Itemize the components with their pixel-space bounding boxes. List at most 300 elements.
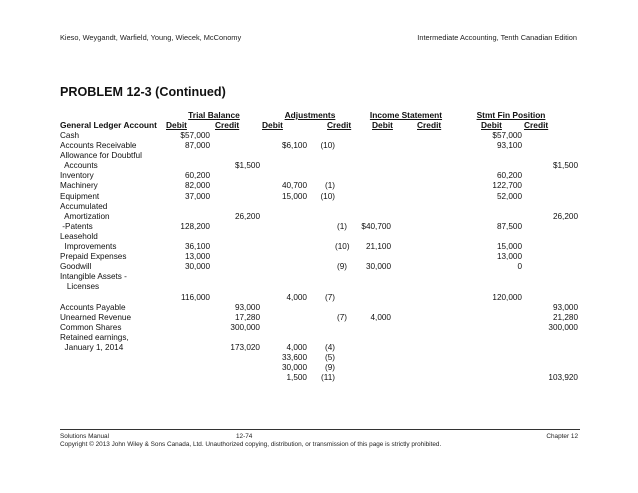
cell-adj-debit-ref: (1) — [324, 181, 335, 191]
cell-tb-credit — [210, 252, 260, 262]
cell-tb-debit — [160, 303, 210, 313]
cell-adj-credit-ref — [335, 333, 347, 343]
cell-is-debit — [391, 181, 436, 191]
cell-tb-credit: $1,500 — [234, 161, 260, 171]
cell-sfp-debit — [476, 303, 522, 313]
col-header-adj-credit: Credit — [327, 120, 352, 130]
cell-adj-debit: 1,500 — [286, 373, 307, 383]
cell-adj-debit-ref: (10) — [320, 191, 335, 201]
col-header-is-credit: Credit — [417, 120, 442, 130]
cell-adj-debit — [260, 212, 307, 222]
cell-is-debit — [391, 262, 436, 272]
cell-sfp-debit — [476, 151, 522, 161]
cell-tb-credit — [210, 131, 260, 141]
cell-sfp-debit: 87,500 — [496, 221, 522, 231]
cell-account: Leasehold — [60, 231, 98, 241]
cell-is-credit — [436, 192, 476, 202]
cell-adj-debit — [260, 131, 307, 141]
cell-sfp-debit — [476, 212, 522, 222]
cell-adj-credit-ref — [335, 202, 347, 212]
cell-adj-credit-ref — [335, 161, 347, 171]
cell-sfp-debit — [476, 232, 522, 242]
cell-adj-credit — [347, 323, 391, 333]
worksheet-table — [60, 131, 578, 383]
cell-sfp-credit — [522, 333, 578, 343]
cell-is-debit — [391, 171, 436, 181]
cell-is-credit — [436, 242, 476, 252]
cell-adj-credit — [347, 141, 391, 151]
cell-tb-credit — [210, 333, 260, 343]
cell-tb-credit — [210, 242, 260, 252]
cell-account — [60, 363, 160, 373]
cell-adj-credit — [347, 293, 391, 303]
cell-account: Accumulated — [60, 201, 108, 211]
cell-sfp-credit — [522, 293, 578, 303]
cell-adj-debit-ref — [307, 303, 335, 313]
cell-adj-debit-ref — [307, 242, 335, 252]
cell-adj-debit-ref: (10) — [320, 141, 335, 151]
table-row — [60, 222, 578, 232]
cell-tb-credit — [210, 181, 260, 191]
cell-adj-debit — [260, 333, 307, 343]
cell-adj-debit — [260, 161, 307, 171]
cell-adj-credit-ref — [335, 131, 347, 141]
cell-adj-credit — [347, 373, 391, 383]
cell-adj-debit — [260, 202, 307, 212]
cell-adj-credit-ref — [335, 373, 347, 383]
cell-adj-credit-ref: (10) — [335, 242, 350, 252]
col-header-is-debit: Debit — [372, 120, 393, 130]
cell-account: Allowance for Doubtful — [60, 151, 142, 161]
cell-sfp-credit — [522, 171, 578, 181]
cell-adj-credit — [347, 252, 391, 262]
cell-account: Inventory — [60, 171, 94, 181]
cell-adj-debit-ref — [307, 171, 335, 181]
cell-adj-debit: 15,000 — [281, 191, 307, 201]
problem-title: PROBLEM 12-3 (Continued) — [60, 85, 226, 99]
cell-sfp-debit: 52,000 — [496, 191, 522, 201]
cell-is-debit — [391, 353, 436, 363]
cell-account: Improvements — [60, 242, 117, 252]
cell-adj-debit — [260, 252, 307, 262]
cell-tb-debit: 13,000 — [184, 252, 210, 262]
table-row — [60, 192, 578, 202]
footer-manual: Solutions Manual — [60, 433, 110, 440]
cell-adj-credit — [347, 192, 391, 202]
cell-adj-credit-ref — [335, 272, 347, 282]
cell-is-credit — [436, 252, 476, 262]
footer-copyright: Copyright © 2013 John Wiley & Sons Canada, Ltd. Unauthorized copying, distribution, or transmission of this page is strictly prohibited. — [60, 441, 442, 448]
footer-rule — [60, 429, 580, 430]
cell-tb-debit: 30,000 — [184, 262, 210, 272]
cell-is-credit — [436, 161, 476, 171]
cell-adj-debit — [260, 262, 307, 272]
cell-tb-debit — [160, 343, 210, 353]
cell-adj-credit — [347, 171, 391, 181]
cell-is-debit — [391, 373, 436, 383]
cell-sfp-debit — [476, 313, 522, 323]
cell-sfp-credit — [522, 202, 578, 212]
cell-sfp-credit — [522, 232, 578, 242]
cell-adj-debit — [260, 272, 307, 282]
cell-adj-debit — [260, 242, 307, 252]
cell-tb-debit: $57,000 — [180, 131, 210, 140]
cell-sfp-debit — [476, 202, 522, 212]
cell-adj-debit: 4,000 — [286, 342, 307, 352]
cell-sfp-debit — [476, 333, 522, 343]
cell-tb-credit: 93,000 — [234, 302, 260, 312]
cell-sfp-debit: 120,000 — [492, 292, 522, 302]
cell-sfp-credit — [522, 262, 578, 272]
table-row — [60, 303, 578, 313]
cell-adj-credit: 30,000 — [365, 262, 391, 272]
cell-tb-credit — [210, 282, 260, 292]
cell-tb-debit — [160, 232, 210, 242]
cell-adj-debit-ref — [307, 323, 335, 333]
cell-adj-debit: 40,700 — [281, 181, 307, 191]
table-row — [60, 212, 578, 222]
cell-account: Accounts Receivable — [60, 141, 137, 151]
cell-sfp-debit: 93,100 — [496, 141, 522, 151]
cell-account: Accounts — [60, 161, 98, 171]
cell-account: Unearned Revenue — [60, 312, 132, 322]
cell-sfp-credit — [522, 181, 578, 191]
cell-sfp-debit — [476, 353, 522, 363]
cell-is-credit — [436, 232, 476, 242]
cell-account: Machinery — [60, 181, 98, 191]
cell-sfp-debit — [476, 161, 522, 171]
cell-account: Amortization — [60, 211, 110, 221]
cell-tb-debit — [160, 363, 210, 373]
header-book-title: Intermediate Accounting, Tenth Canadian Edition — [417, 33, 577, 42]
table-row — [60, 272, 578, 282]
cell-account — [60, 353, 160, 363]
cell-adj-debit — [260, 323, 307, 333]
cell-account: Intangible Assets - — [60, 272, 127, 282]
cell-tb-credit — [210, 141, 260, 151]
cell-is-debit — [391, 192, 436, 202]
table-row — [60, 252, 578, 262]
cell-tb-credit — [210, 192, 260, 202]
cell-adj-credit-ref — [335, 343, 347, 353]
cell-tb-credit — [210, 353, 260, 363]
cell-tb-debit — [160, 353, 210, 363]
cell-adj-credit-ref — [335, 363, 347, 373]
cell-sfp-debit — [476, 373, 522, 383]
cell-adj-debit-ref — [307, 222, 335, 232]
cell-adj-credit — [347, 272, 391, 282]
cell-account: Prepaid Expenses — [60, 252, 127, 262]
cell-adj-debit-ref: (4) — [324, 342, 335, 352]
cell-adj-debit-ref: (9) — [324, 363, 335, 373]
cell-tb-debit — [160, 161, 210, 171]
col-header-tb-debit: Debit — [166, 120, 187, 130]
cell-adj-credit — [347, 131, 391, 141]
cell-is-debit — [391, 282, 436, 292]
cell-adj-debit — [260, 232, 307, 242]
cell-is-credit — [436, 373, 476, 383]
cell-sfp-credit — [522, 363, 578, 373]
cell-adj-credit — [347, 161, 391, 171]
cell-adj-debit-ref — [307, 252, 335, 262]
cell-adj-credit-ref — [335, 141, 347, 151]
cell-is-debit — [391, 303, 436, 313]
cell-sfp-debit: $57,000 — [492, 131, 522, 140]
cell-account: January 1, 2014 — [60, 342, 124, 352]
cell-is-debit — [391, 343, 436, 353]
cell-sfp-credit — [522, 151, 578, 161]
cell-tb-debit — [160, 282, 210, 292]
cell-tb-debit: 37,000 — [184, 191, 210, 201]
cell-account: -Patents — [60, 221, 93, 231]
cell-sfp-credit: 26,200 — [552, 211, 578, 221]
cell-is-credit — [436, 323, 476, 333]
cell-tb-credit — [210, 363, 260, 373]
cell-is-credit — [436, 333, 476, 343]
table-row — [60, 323, 578, 333]
cell-adj-credit-ref — [335, 252, 347, 262]
cell-is-credit — [436, 282, 476, 292]
cell-adj-debit-ref — [307, 313, 335, 323]
cell-adj-credit-ref — [335, 151, 347, 161]
table-row — [60, 313, 578, 323]
cell-is-debit — [391, 151, 436, 161]
cell-is-credit — [436, 303, 476, 313]
cell-is-debit — [391, 242, 436, 252]
cell-sfp-debit: 15,000 — [496, 242, 522, 252]
cell-sfp-credit — [522, 222, 578, 232]
cell-adj-debit — [260, 171, 307, 181]
cell-sfp-debit — [476, 272, 522, 282]
cell-sfp-debit: 0 — [517, 262, 522, 272]
cell-is-debit — [391, 272, 436, 282]
footer-chapter: Chapter 12 — [546, 433, 578, 440]
cell-sfp-debit: 60,200 — [496, 171, 522, 181]
cell-adj-debit: 33,600 — [281, 353, 307, 363]
cell-tb-debit: 36,100 — [184, 242, 210, 252]
cell-tb-debit — [160, 373, 210, 383]
cell-adj-debit — [260, 151, 307, 161]
cell-adj-debit-ref — [307, 262, 335, 272]
cell-tb-debit: 87,000 — [184, 141, 210, 151]
cell-is-credit — [436, 293, 476, 303]
cell-sfp-credit: 103,920 — [548, 373, 578, 383]
cell-sfp-credit: 21,280 — [552, 312, 578, 322]
table-row — [60, 141, 578, 151]
cell-adj-debit-ref — [307, 272, 335, 282]
cell-is-debit — [391, 313, 436, 323]
cell-adj-credit-ref — [335, 353, 347, 363]
group-trial-balance: Trial Balance — [188, 110, 240, 120]
cell-adj-debit: $6,100 — [281, 141, 307, 151]
cell-is-debit — [391, 333, 436, 343]
cell-adj-credit-ref: (1) — [336, 221, 347, 231]
cell-adj-credit — [347, 303, 391, 313]
col-header-tb-credit: Credit — [215, 120, 240, 130]
cell-tb-debit: 128,200 — [180, 221, 210, 231]
group-adjustments: Adjustments — [284, 110, 336, 120]
cell-adj-credit — [347, 181, 391, 191]
cell-adj-credit — [347, 343, 391, 353]
table-row — [60, 333, 578, 343]
header-authors: Kieso, Weygandt, Warfield, Young, Wiecek, McConomy — [60, 33, 242, 42]
cell-account: Retained earnings, — [60, 332, 129, 342]
group-income-statement: Income Statement — [369, 110, 443, 120]
cell-is-debit — [391, 161, 436, 171]
cell-tb-debit: 60,200 — [184, 171, 210, 181]
cell-sfp-credit — [522, 141, 578, 151]
cell-is-credit — [436, 171, 476, 181]
table-row — [60, 161, 578, 171]
cell-is-debit — [391, 363, 436, 373]
cell-adj-debit: 4,000 — [286, 292, 307, 302]
cell-sfp-credit — [522, 282, 578, 292]
cell-is-credit — [436, 272, 476, 282]
cell-sfp-debit: 122,700 — [492, 181, 522, 191]
cell-adj-debit-ref — [307, 333, 335, 343]
cell-adj-debit-ref — [307, 232, 335, 242]
cell-adj-debit-ref: (5) — [324, 353, 335, 363]
table-row — [60, 242, 578, 252]
cell-is-credit — [436, 262, 476, 272]
worksheet-body — [60, 131, 578, 383]
cell-is-credit — [436, 212, 476, 222]
table-row — [60, 353, 578, 363]
cell-tb-credit — [210, 222, 260, 232]
cell-adj-credit-ref — [335, 181, 347, 191]
cell-adj-debit-ref — [307, 282, 335, 292]
cell-is-debit — [391, 232, 436, 242]
cell-is-credit — [436, 181, 476, 191]
cell-tb-credit — [210, 151, 260, 161]
cell-adj-credit-ref: (7) — [336, 312, 347, 322]
col-header-sfp-credit: Credit — [524, 120, 549, 130]
cell-account: Goodwill — [60, 262, 92, 272]
cell-is-debit — [391, 222, 436, 232]
cell-adj-debit-ref: (7) — [324, 292, 335, 302]
cell-adj-debit — [260, 303, 307, 313]
col-header-adj-debit: Debit — [262, 120, 283, 130]
cell-adj-credit — [347, 282, 391, 292]
table-row — [60, 131, 578, 141]
cell-is-credit — [436, 343, 476, 353]
cell-sfp-credit — [522, 353, 578, 363]
cell-sfp-credit — [522, 131, 578, 141]
cell-adj-credit-ref: (9) — [336, 262, 347, 272]
cell-is-credit — [436, 313, 476, 323]
col-header-sfp-debit: Debit — [481, 120, 502, 130]
cell-sfp-debit — [476, 323, 522, 333]
cell-tb-credit — [210, 232, 260, 242]
cell-tb-debit — [160, 151, 210, 161]
cell-tb-debit: 116,000 — [181, 292, 210, 302]
group-stmt-fin-position: Stmt Fin Position — [476, 110, 546, 120]
cell-sfp-credit: 300,000 — [548, 322, 578, 332]
cell-adj-credit — [347, 202, 391, 212]
cell-sfp-credit: 93,000 — [552, 302, 578, 312]
cell-sfp-debit — [476, 343, 522, 353]
cell-is-credit — [436, 202, 476, 212]
cell-account — [60, 373, 160, 383]
cell-adj-debit — [260, 313, 307, 323]
cell-sfp-credit — [522, 192, 578, 202]
cell-account: Common Shares — [60, 322, 122, 332]
cell-is-debit — [391, 131, 436, 141]
cell-sfp-credit — [522, 343, 578, 353]
cell-tb-credit: 26,200 — [234, 211, 260, 221]
cell-tb-debit — [160, 333, 210, 343]
cell-adj-debit — [260, 282, 307, 292]
col-header-account: General Ledger Account — [60, 120, 157, 130]
cell-tb-credit — [210, 171, 260, 181]
table-row — [60, 373, 578, 383]
cell-adj-credit — [347, 232, 391, 242]
cell-is-debit — [391, 252, 436, 262]
cell-is-credit — [436, 131, 476, 141]
cell-adj-debit-ref — [307, 202, 335, 212]
cell-tb-credit — [210, 262, 260, 272]
cell-adj-debit-ref — [307, 212, 335, 222]
cell-adj-credit — [347, 363, 391, 373]
cell-adj-credit-ref — [335, 212, 347, 222]
cell-is-credit — [436, 222, 476, 232]
cell-adj-credit-ref — [335, 303, 347, 313]
cell-adj-credit-ref — [335, 282, 347, 292]
cell-adj-credit — [347, 151, 391, 161]
cell-adj-credit — [347, 212, 391, 222]
cell-is-debit — [391, 212, 436, 222]
cell-adj-credit — [347, 333, 391, 343]
cell-adj-credit: $40,700 — [361, 221, 391, 231]
cell-sfp-debit — [476, 363, 522, 373]
cell-adj-debit-ref — [307, 151, 335, 161]
cell-tb-credit — [210, 202, 260, 212]
cell-adj-credit-ref — [335, 171, 347, 181]
cell-sfp-credit — [522, 242, 578, 252]
table-row — [60, 181, 578, 191]
cell-tb-credit — [210, 272, 260, 282]
cell-tb-debit — [160, 212, 210, 222]
table-row — [60, 202, 578, 212]
cell-adj-credit-ref — [335, 232, 347, 242]
cell-is-debit — [391, 202, 436, 212]
cell-adj-credit-ref — [335, 293, 347, 303]
cell-is-debit — [391, 323, 436, 333]
cell-sfp-credit: $1,500 — [552, 161, 578, 171]
cell-tb-debit — [160, 202, 210, 212]
cell-account: Equipment — [60, 191, 100, 201]
cell-tb-debit — [160, 313, 210, 323]
cell-sfp-debit — [476, 282, 522, 292]
cell-adj-credit — [347, 353, 391, 363]
cell-sfp-debit: 13,000 — [496, 252, 522, 262]
cell-is-credit — [436, 353, 476, 363]
cell-tb-credit: 300,000 — [230, 322, 260, 332]
cell-tb-credit: 17,280 — [234, 312, 260, 322]
cell-tb-credit: 173,020 — [230, 342, 260, 352]
table-row — [60, 151, 578, 161]
cell-adj-debit — [260, 222, 307, 232]
cell-adj-credit: 4,000 — [370, 312, 391, 322]
cell-tb-credit — [210, 373, 260, 383]
cell-sfp-credit — [522, 272, 578, 282]
table-row — [60, 293, 578, 303]
cell-is-debit — [391, 293, 436, 303]
table-row — [60, 343, 578, 353]
cell-account: Cash — [60, 131, 80, 140]
cell-is-credit — [436, 363, 476, 373]
table-row — [60, 171, 578, 181]
